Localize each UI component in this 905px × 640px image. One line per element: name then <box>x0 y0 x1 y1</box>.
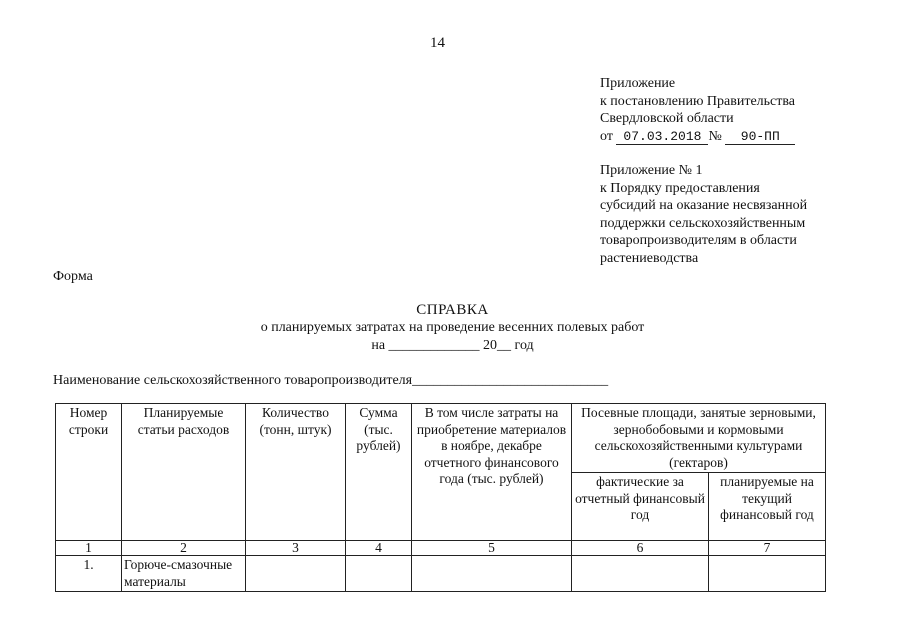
producer-blank: ____________________________ <box>412 373 609 388</box>
column-number: 5 <box>412 541 572 556</box>
appendix-block <box>600 75 807 267</box>
header-row-number: Номер строки <box>56 404 122 541</box>
appendix-line: поддержки сельскохозяйственным <box>600 215 806 231</box>
document-title: СПРАВКА <box>416 302 489 318</box>
title-block <box>0 301 905 355</box>
date-prefix: от <box>600 128 613 144</box>
year-blank: _____________ <box>388 338 480 353</box>
row-planned-cell <box>709 556 826 592</box>
year-line <box>0 337 905 355</box>
year-suffix: год <box>514 338 534 353</box>
row-number-cell: 1. <box>56 556 122 592</box>
producer-label: Наименование сельскохозяйственного товаропроизводителя <box>53 373 413 388</box>
column-number: 4 <box>346 541 412 556</box>
column-number: 3 <box>246 541 346 556</box>
row-item-cell: Горюче-смазочные материалы <box>122 556 246 592</box>
column-number: 1 <box>56 541 122 556</box>
resolution-date: 07.03.2018 <box>616 130 708 145</box>
table-row <box>56 556 826 592</box>
appendix-line: субсидий на оказание несвязанной <box>600 198 808 213</box>
appendix-line: растениеводства <box>600 250 699 266</box>
appendix-title: Приложение № 1 <box>600 163 703 178</box>
year-prefix: на <box>371 338 386 353</box>
appendix-line: Приложение <box>600 76 676 91</box>
appendix-line: к Порядку предоставления <box>600 180 760 196</box>
header-sum: Сумма (тыс. рублей) <box>346 404 412 541</box>
header-materials: В том числе затраты на приобретение материалов в ноябре, декабре отчетного финансового года (тыс. рублей) <box>412 404 572 541</box>
form-label: Форма <box>53 269 93 284</box>
header-actual: фактические за отчетный финансовый год <box>572 473 709 541</box>
page-number: 14 <box>430 35 445 51</box>
expenses-table <box>55 403 826 592</box>
appendix-line: Свердловской области <box>600 111 734 126</box>
appendix-line: товаропроизводителям в области <box>600 233 797 248</box>
row-actual-cell <box>572 556 709 592</box>
appendix-line: к постановлению Правительства <box>600 93 796 109</box>
resolution-number: 90-ПП <box>725 130 795 145</box>
row-materials-cell <box>412 556 572 592</box>
row-sum-cell <box>346 556 412 592</box>
producer-line <box>53 372 608 389</box>
header-items: Планируемые статьи расходов <box>122 404 246 541</box>
number-prefix: № <box>708 128 722 144</box>
resolution-date-line <box>600 128 807 146</box>
year-century: 20__ <box>483 338 512 353</box>
column-number: 7 <box>709 541 826 556</box>
document-subtitle: о планируемых затратах на проведение весенних полевых работ <box>260 320 645 335</box>
header-quantity: Количество (тонн, штук) <box>246 404 346 541</box>
column-number: 6 <box>572 541 709 556</box>
header-areas: Посевные площади, занятые зерновыми, зернобобовыми и кормовыми сельскохозяйственными культурами (гектаров) <box>572 404 826 473</box>
row-quantity-cell <box>246 556 346 592</box>
header-planned: планируемые на текущий финансовый год <box>709 473 826 541</box>
column-number: 2 <box>122 541 246 556</box>
